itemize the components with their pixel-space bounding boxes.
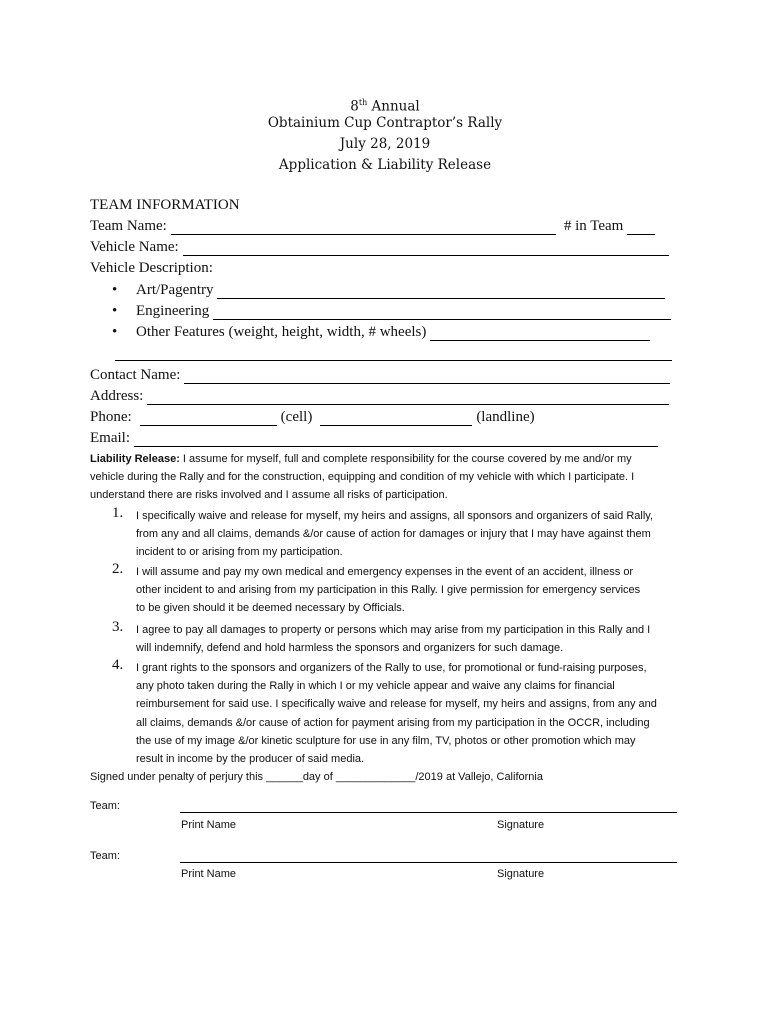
email-field[interactable] — [134, 434, 658, 447]
release-item-1 — [136, 507, 681, 562]
art-field[interactable] — [217, 286, 665, 299]
signature-team-label: Team: — [90, 800, 120, 812]
signature-line-1[interactable] — [180, 812, 677, 813]
annual-number: 8 — [350, 98, 359, 115]
phone-row — [90, 409, 535, 426]
vehicle-description-label: Vehicle Description: — [90, 260, 213, 276]
release-item-3-line: will indemnify, defend and hold harmless the sponsors and organizers for such damage. — [136, 642, 564, 655]
vehicle-name-label: Vehicle Name: — [90, 239, 179, 255]
event-name: Obtainium Cup Contraptor’s Rally — [267, 115, 503, 131]
release-item-1-line: I specifically waive and release for myself, my heirs and assigns, all sponsors and organizers of said Rally, — [136, 510, 654, 522]
print-name-label: Print Name — [181, 868, 237, 880]
address-label: Address: — [90, 388, 144, 404]
liability-intro-line-3: understand there are risks involved and I assume all risks of participation. — [90, 489, 448, 502]
item-number-4: 4. — [112, 657, 124, 673]
liability-label: Liability Release: — [90, 453, 180, 465]
release-item-4-line: the use of my image &/or kinetic sculpture for use in any film, TV, photos or other promotion which may — [136, 734, 636, 747]
bullet-art: • Art/Pagentry — [112, 282, 665, 299]
print-name-label: Print Name — [181, 819, 237, 831]
item-number-2: 2. — [112, 561, 124, 577]
release-item-1-line: from any and all claims, demands &/or cause of action for damages or injury that I may have against them — [136, 528, 651, 541]
liability-intro-line-2: vehicle during the Rally and for the construction, equipping and condition of my vehicle with which I participate. I — [90, 471, 635, 484]
signature-line-2[interactable] — [180, 862, 677, 863]
release-item-4 — [136, 659, 681, 768]
item-number-3: 3. — [112, 619, 124, 635]
team-name-row — [90, 218, 655, 235]
release-item-3-line: I agree to pay all damages to property or persons which may arise from my participation in this Rally and I — [136, 624, 651, 636]
email-row — [90, 430, 658, 447]
other-features-extra-line[interactable] — [115, 360, 672, 361]
team-info-heading: TEAM INFORMATION — [90, 197, 240, 213]
vehicle-name-row — [90, 239, 669, 256]
release-item-2-line: I will assume and pay my own medical and emergency expenses in the event of an accident, illness or — [136, 566, 634, 578]
liability-intro-line-1: I assume for myself, full and complete responsibility for the course covered by me and/or my — [179, 453, 632, 465]
bullet-other-features: • Other Features (weight, height, width, # wheels) — [112, 324, 650, 341]
signed-statement: Signed under penalty of perjury this ______day of _____________/2019 at Vallejo, California — [90, 771, 543, 783]
landline-label: (landline) — [476, 409, 535, 425]
address-field[interactable] — [147, 392, 669, 405]
release-item-3 — [136, 621, 681, 657]
bullet-engineering: • Engineering — [112, 303, 671, 320]
in-team-field[interactable] — [627, 222, 655, 235]
engineering-field[interactable] — [213, 307, 671, 320]
bullet-other-label: Other Features (weight, height, width, # wheels) — [136, 324, 427, 340]
signature-team-label: Team: — [90, 850, 120, 862]
address-row — [90, 388, 669, 405]
contact-name-field[interactable] — [184, 371, 670, 384]
cell-label: (cell) — [280, 409, 313, 425]
release-item-2-line: to be given should it be deemed necessary by Officials. — [136, 602, 405, 615]
release-item-4-line: all claims, demands &/or cause of action for payment arising from my participation in the OCCR, including — [136, 716, 650, 729]
email-label: Email: — [90, 430, 130, 446]
vehicle-name-field[interactable] — [183, 243, 669, 256]
team-name-field[interactable] — [171, 222, 556, 235]
team-name-label: Team Name: — [90, 218, 167, 234]
in-team-label: # in Team — [563, 218, 624, 234]
event-date: July 28, 2019 — [339, 136, 431, 152]
signature-label: Signature — [497, 868, 545, 880]
other-features-field[interactable] — [430, 328, 650, 341]
cell-phone-field[interactable] — [140, 413, 277, 426]
contact-name-row — [90, 367, 670, 384]
signature-label: Signature — [497, 819, 545, 831]
bullet-art-label: Art/Pagentry — [136, 282, 214, 298]
contact-name-label: Contact Name: — [90, 367, 181, 383]
release-item-4-line: result in income by the producer of said media. — [136, 753, 365, 766]
release-item-4-line: any photo taken during the Rally in which I or my vehicle appear and waive any claims for financial — [136, 680, 615, 693]
release-item-4-line: reimbursement for said use. I specifically waive and release for myself, my heirs and assigns, from any and — [136, 698, 657, 711]
annual-word: Annual — [371, 98, 420, 115]
release-item-2 — [136, 563, 681, 618]
item-number-1: 1. — [112, 505, 124, 521]
phone-label: Phone: — [90, 409, 132, 425]
annual-suffix: th — [358, 98, 368, 107]
release-item-2-line: other incident to and arising from my participation in this Rally. I give permission for emergency services — [136, 584, 641, 597]
landline-phone-field[interactable] — [320, 413, 472, 426]
release-item-1-line: incident to or arising from my participation. — [136, 546, 343, 559]
release-item-4-line: I grant rights to the sponsors and organizers of the Rally to use, for promotional or fund-raising purposes, — [136, 662, 647, 674]
document-title: Application & Liability Release — [278, 157, 492, 173]
liability-intro — [90, 450, 680, 505]
bullet-engineering-label: Engineering — [136, 303, 210, 319]
